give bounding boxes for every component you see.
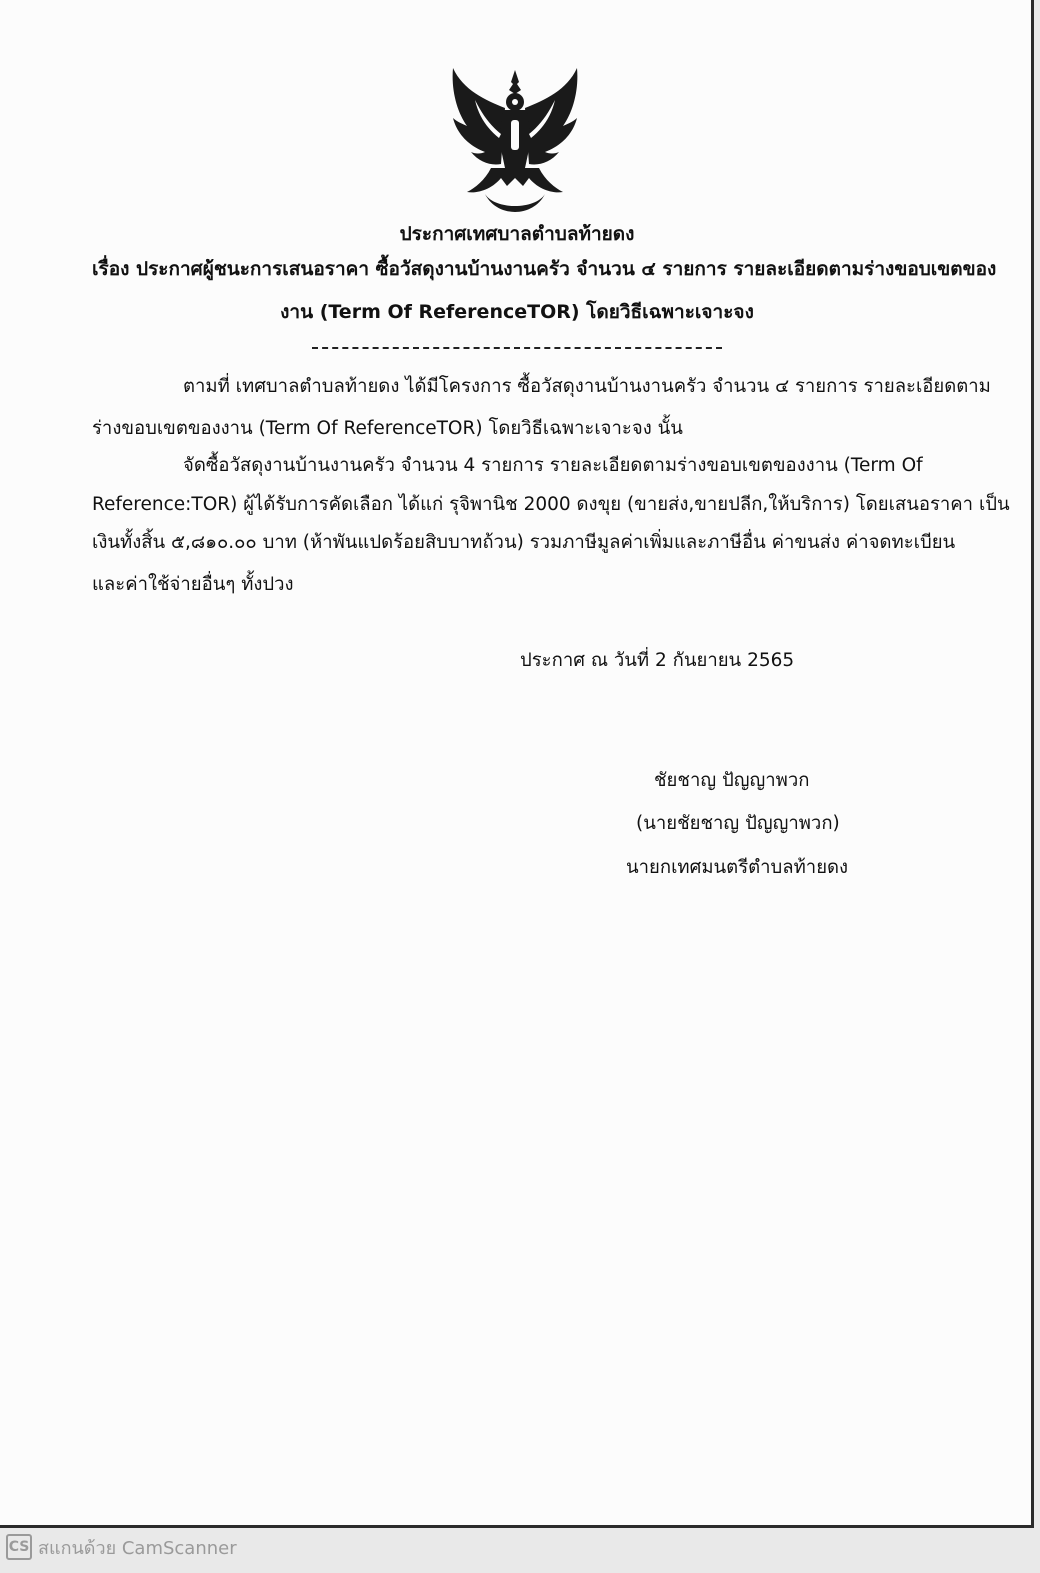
camscanner-logo-icon: CS <box>6 1534 32 1560</box>
camscanner-watermark <box>6 1532 237 1562</box>
signatory-full-name: (นายชัยชาญ ปัญญาพวก) <box>636 813 840 834</box>
body-line-3: จัดซื้อวัสดุงานบ้านงานครัว จำนวน 4 รายการ รายละเอียดตามร่างขอบเขตของงาน (Term Of <box>183 455 923 476</box>
body-line-1: ตามที่ เทศบาลตำบลท้ายดง ได้มีโครงการ ซื้อวัสดุงานบ้านงานครัว จำนวน ๔ รายการ รายละเอียดตาม <box>183 376 991 397</box>
announcement-date: ประกาศ ณ วันที่ 2 กันยายน 2565 <box>520 650 795 671</box>
body-line-4: Reference:TOR) ผู้ได้รับการคัดเลือก ได้แก่ รุจิพานิช 2000 ดงขุย (ขายส่ง,ขายปลีก,ให้บริการ) โดยเสนอราคา เป็น <box>92 494 1010 515</box>
garuda-emblem-icon <box>445 60 585 220</box>
signatory-position: นายกเทศมนตรีตำบลท้ายดง <box>626 857 849 878</box>
signature-name: ชัยชาญ ปัญญาพวก <box>654 770 810 791</box>
body-line-2: ร่างขอบเขตของงาน (Term Of ReferenceTOR) โดยวิธีเฉพาะเจาะจง นั้น <box>92 418 683 439</box>
document-heading: ประกาศเทศบาลตำบลท้ายดง <box>399 223 635 245</box>
divider-line <box>312 347 722 349</box>
body-line-5: เงินทั้งสิ้น ๕,๘๑๐.๐๐ บาท (ห้าพันแปดร้อยสิบบาทถ้วน) รวมภาษีมูลค่าเพิ่มและภาษีอื่น ค่าขนส่ง ค่าจดทะเบียน <box>92 532 956 553</box>
subject-line-2: งาน (Term Of ReferenceTOR) โดยวิธีเฉพาะเจาะจง <box>280 301 754 323</box>
watermark-text: สแกนด้วย CamScanner <box>38 1537 237 1559</box>
body-line-6: และค่าใช้จ่ายอื่นๆ ทั้งปวง <box>92 574 294 595</box>
subject-line-1: เรื่อง ประกาศผู้ชนะการเสนอราคา ซื้อวัสดุงานบ้านงานครัว จำนวน ๔ รายการ รายละเอียดตามร่างขอบเขตของ <box>92 258 997 280</box>
